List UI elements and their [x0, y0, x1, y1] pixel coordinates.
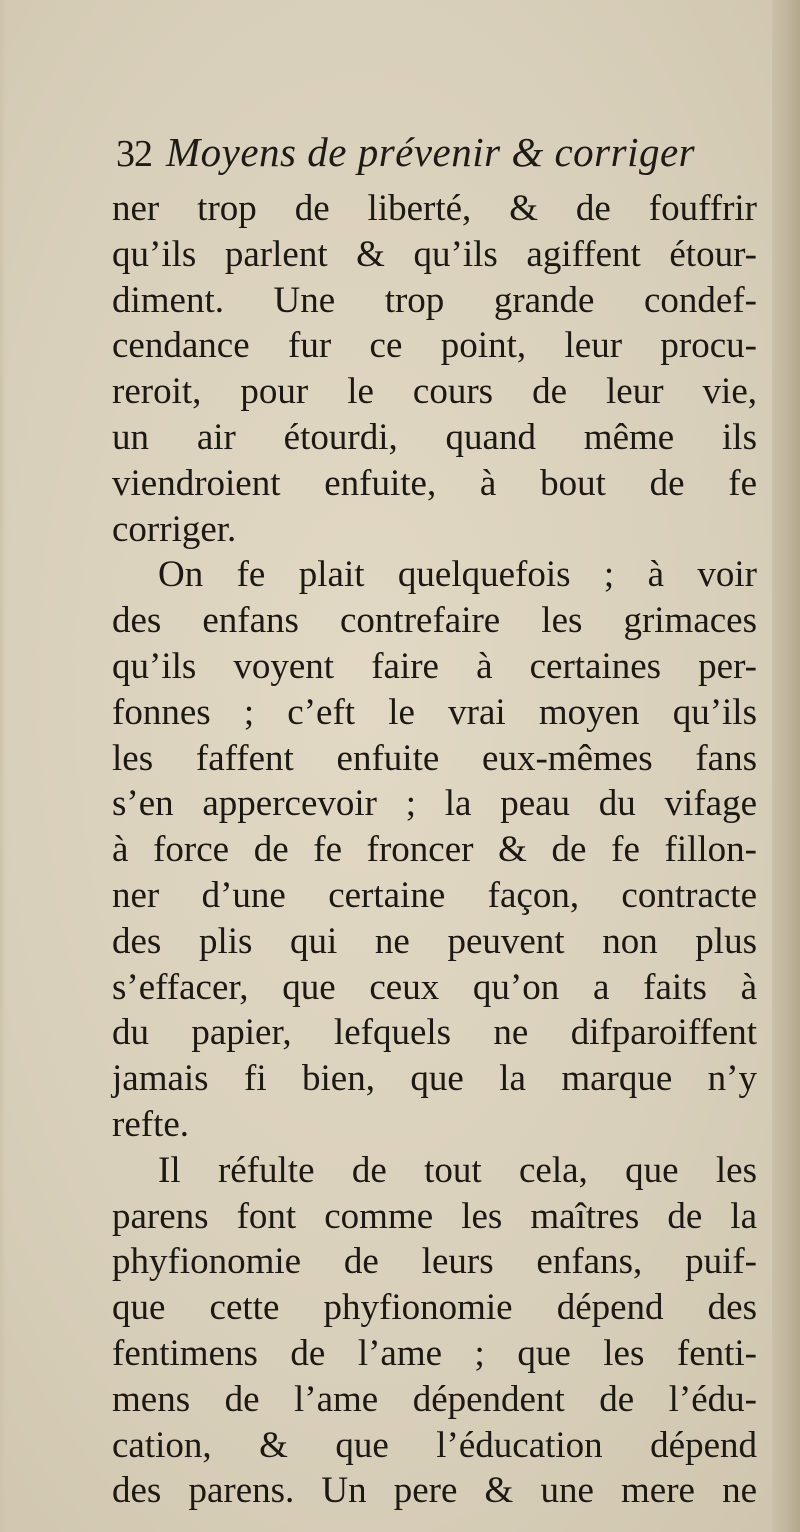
- text-line: reroit, pour le cours de leur vie,: [112, 371, 757, 413]
- text-line: refte.: [112, 1103, 190, 1145]
- text-line: Il réfulte de tout cela, que les: [158, 1149, 757, 1191]
- page-left-edge: [0, 0, 6, 1532]
- text-line: que cette phyfionomie dépend des: [112, 1287, 757, 1329]
- text-line: s’en appercevoir ; la peau du vifage: [112, 783, 757, 825]
- text-line: qu’ils parlent & qu’ils agiffent étour-: [112, 233, 757, 275]
- text-line: corriger.: [112, 508, 237, 550]
- text-line: parens font comme les maîtres de la: [112, 1195, 757, 1237]
- text-line: On fe plait quelquefois ; à voir: [158, 554, 757, 596]
- page-number: 32: [116, 133, 152, 175]
- text-line: des parens. Un pere & une mere ne: [112, 1470, 757, 1512]
- text-line: ner trop de liberté, & de fouffrir: [112, 188, 757, 229]
- text-line: fentimens de l’ame ; que les fenti-: [112, 1332, 757, 1374]
- running-title: Moyens de prévenir & corriger: [166, 129, 696, 175]
- text-line: à force de fe froncer & de fe fillon-: [112, 829, 757, 871]
- text-line: du papier, lefquels ne difparoiffent: [112, 1012, 757, 1054]
- text-line: diment. Une trop grande condef-: [112, 279, 757, 321]
- text-line: s’effacer, que ceux qu’on a faits à: [112, 966, 757, 1008]
- text-line: viendroient enfuite, à bout de fe: [112, 462, 757, 504]
- text-line: fonnes ; c’eft le vrai moyen qu’ils: [112, 691, 757, 733]
- text-line: des plis qui ne peuvent non plus: [112, 920, 757, 962]
- text-line: cation, & que l’éducation dépend: [112, 1424, 757, 1466]
- text-line: cendance fur ce point, leur procu-: [112, 325, 757, 367]
- running-header: [116, 128, 756, 184]
- text-line: les faffent enfuite eux-mêmes fans: [112, 737, 757, 779]
- text-line: qu’ils voyent faire à certaines per-: [112, 645, 757, 687]
- body-text: [112, 186, 757, 1514]
- text-line: un air étourdi, quand même ils: [112, 416, 757, 458]
- text-line: des enfans contrefaire les grimaces: [112, 600, 757, 642]
- text-line: mens de l’ame dépendent de l’édu-: [112, 1378, 757, 1420]
- text-line: jamais fi bien, que la marque n’y: [112, 1058, 757, 1100]
- text-line: ner d’une certaine façon, contracte: [112, 874, 757, 916]
- page-right-edge: [772, 0, 800, 1532]
- text-line: phyfionomie de leurs enfans, puif-: [112, 1241, 757, 1283]
